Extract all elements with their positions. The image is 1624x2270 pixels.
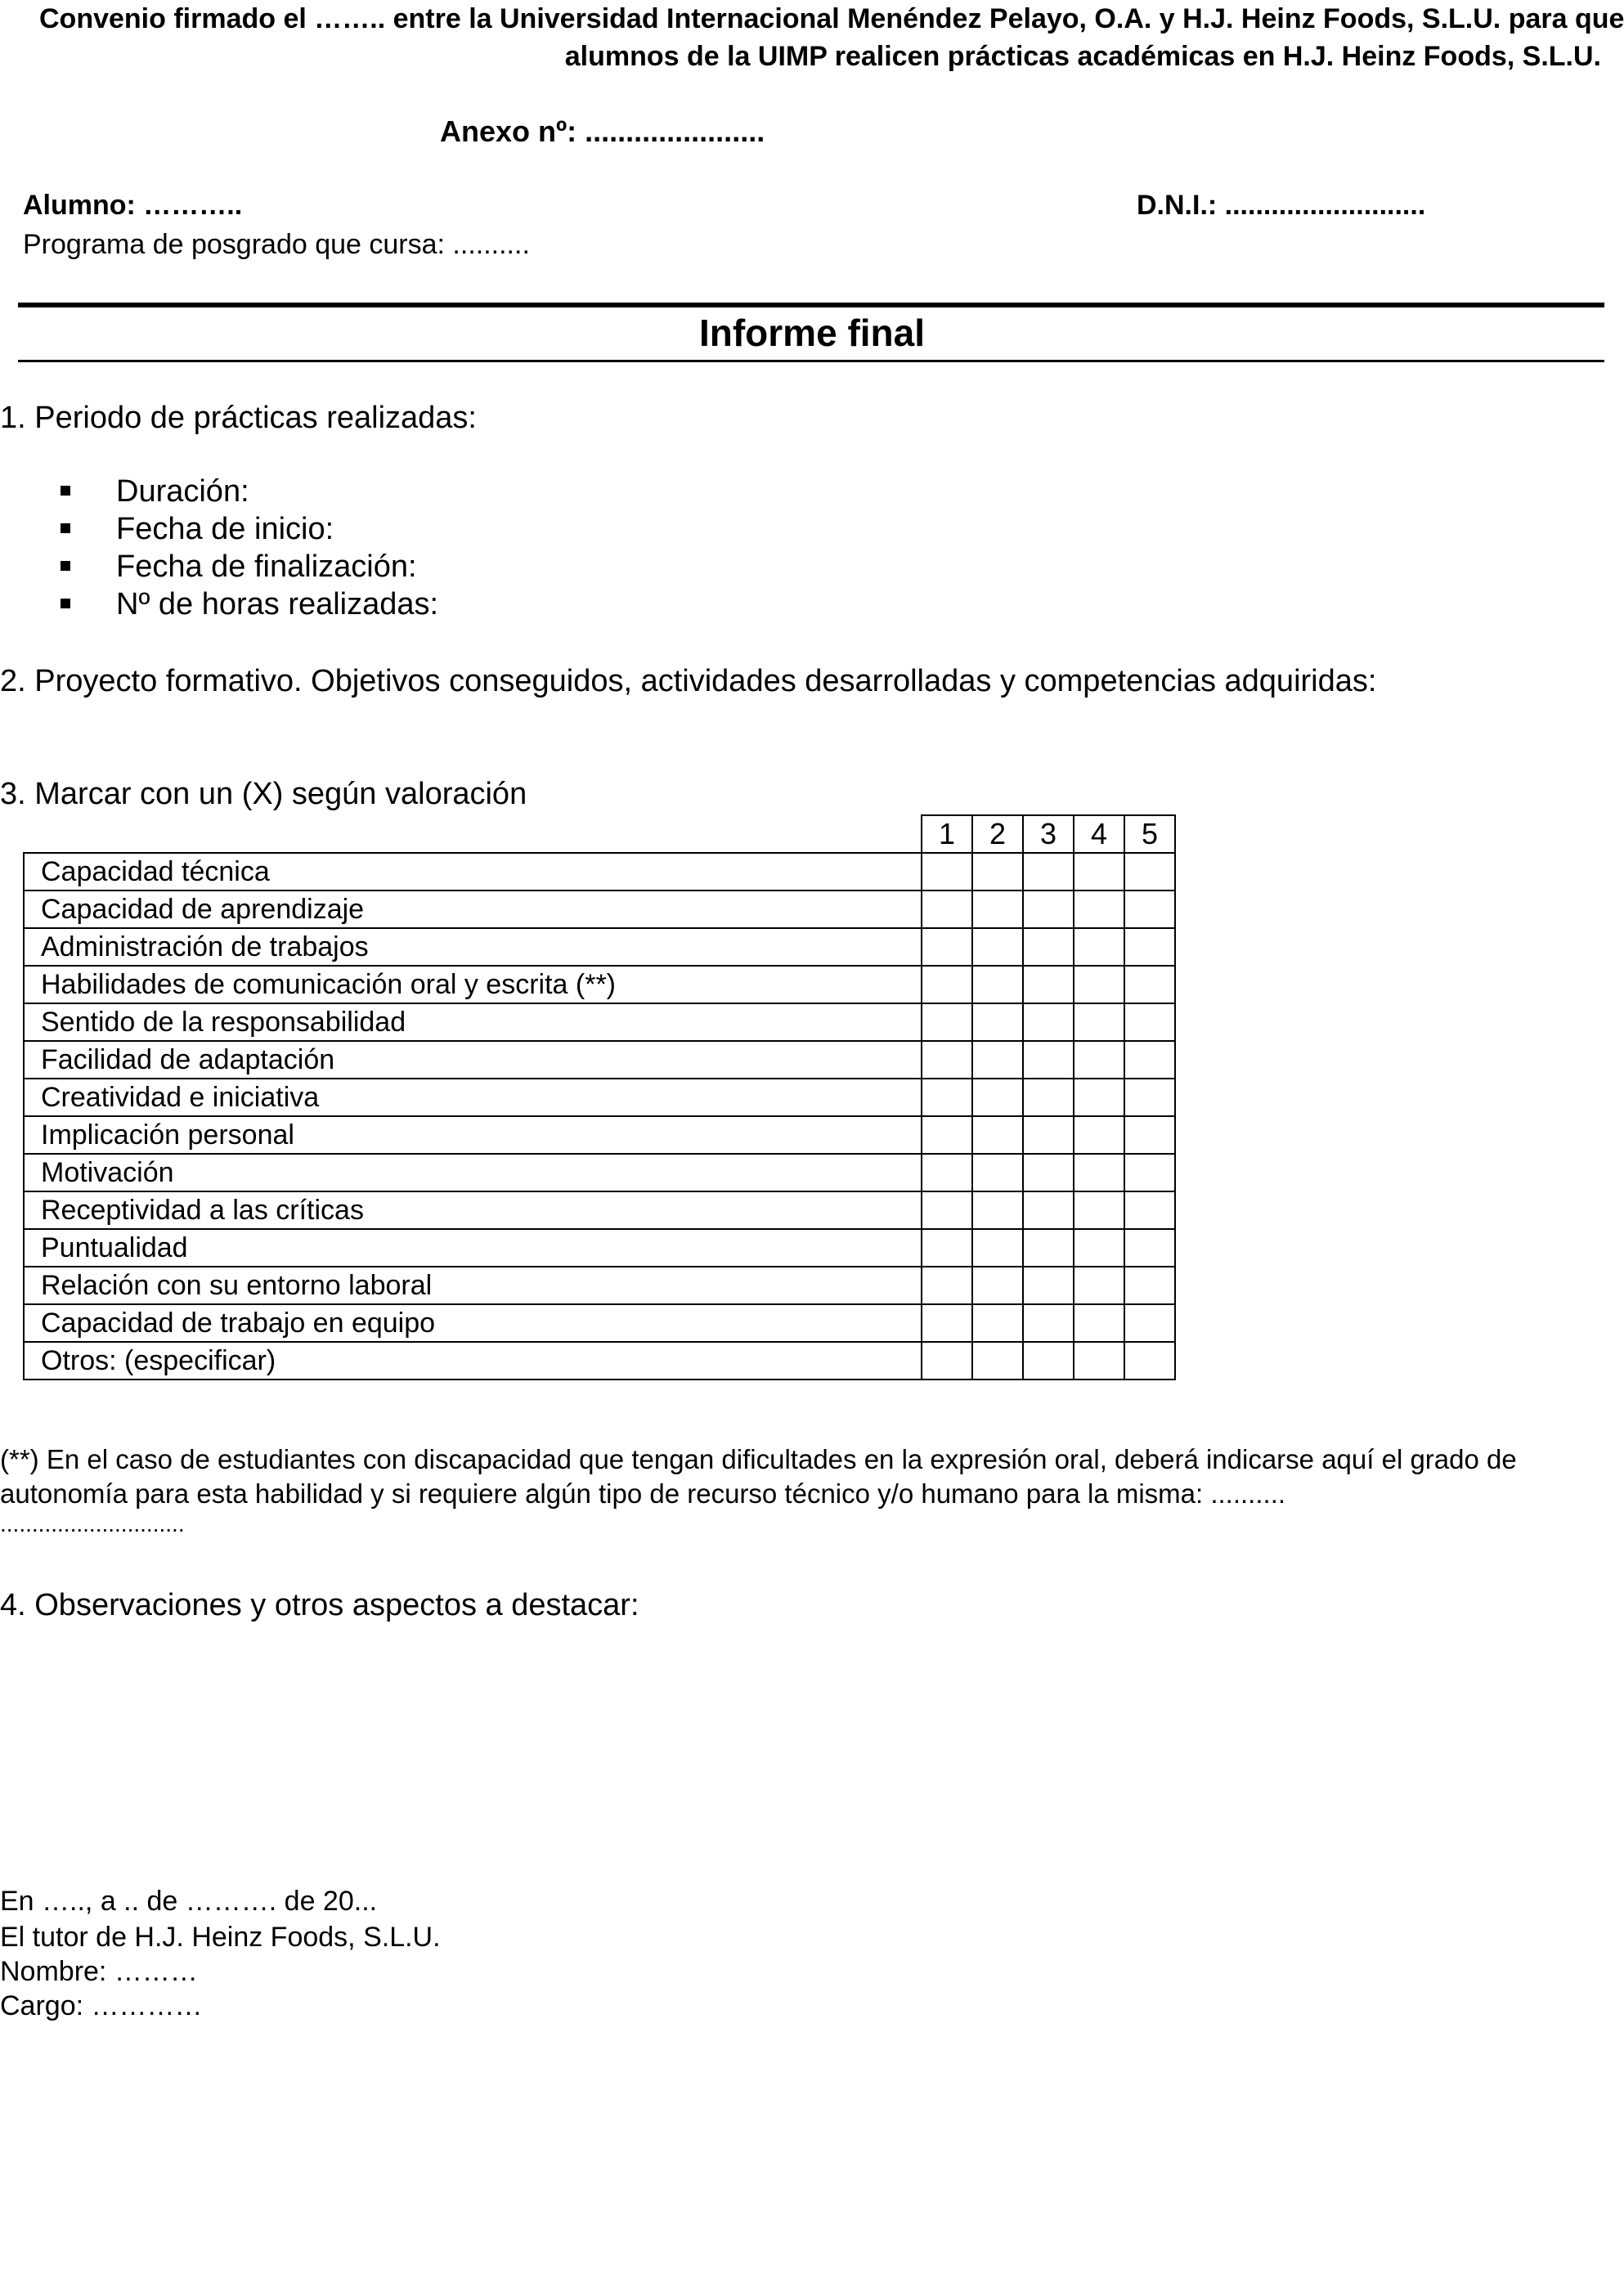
rating-cell[interactable]: [1074, 1003, 1124, 1041]
rating-cell[interactable]: [972, 928, 1023, 966]
rating-cell[interactable]: [1124, 966, 1175, 1003]
criterion-label: Creatividad e iniciativa: [24, 1079, 922, 1116]
rating-cell[interactable]: [1074, 1267, 1124, 1304]
criterion-label: Sentido de la responsabilidad: [24, 1003, 922, 1041]
criterion-label: Administración de trabajos: [24, 928, 922, 966]
rating-cell[interactable]: [1124, 1229, 1175, 1267]
rating-cell[interactable]: [1023, 1041, 1074, 1079]
scale-label: 4: [1074, 815, 1124, 853]
footnote-blank[interactable]: .............................: [0, 1511, 185, 1537]
rating-cell[interactable]: [1023, 1154, 1074, 1191]
rating-cell[interactable]: [972, 1304, 1023, 1342]
rating-cell[interactable]: [972, 1116, 1023, 1154]
section-1-list: [57, 473, 438, 623]
scale-label: 5: [1124, 815, 1175, 853]
rating-cell[interactable]: [1074, 966, 1124, 1003]
page-title: Informe final: [698, 312, 926, 354]
table-row: [24, 1304, 1175, 1342]
list-item[interactable]: Fecha de inicio:: [57, 510, 438, 548]
table-row: [24, 1267, 1175, 1304]
rating-cell[interactable]: [1124, 1154, 1175, 1191]
signature-tutor: El tutor de H.J. Heinz Foods, S.L.U.: [0, 1922, 441, 1953]
title-rule-bottom: [18, 360, 1604, 362]
table-row: [24, 853, 1175, 891]
rating-cell[interactable]: [1023, 891, 1074, 928]
table-row: [24, 891, 1175, 928]
rating-cell[interactable]: [1124, 1342, 1175, 1379]
rating-cell[interactable]: [922, 928, 972, 966]
criterion-label: Habilidades de comunicación oral y escrita (**): [24, 966, 922, 1003]
rating-cell[interactable]: [1124, 1079, 1175, 1116]
rating-cell[interactable]: [922, 1116, 972, 1154]
rating-cell[interactable]: [972, 1267, 1023, 1304]
criterion-label: Motivación: [24, 1154, 922, 1191]
list-item[interactable]: Nº de horas realizadas:: [57, 585, 438, 623]
rating-cell[interactable]: [1023, 1229, 1074, 1267]
rating-cell[interactable]: [1023, 1079, 1074, 1116]
table-row: [24, 1154, 1175, 1191]
rating-cell[interactable]: [1124, 1304, 1175, 1342]
section-1-heading: 1. Periodo de prácticas realizadas:: [0, 401, 477, 435]
rating-cell[interactable]: [1074, 853, 1124, 891]
rating-cell[interactable]: [922, 1041, 972, 1079]
rating-cell[interactable]: [972, 1079, 1023, 1116]
criterion-label: Capacidad de trabajo en equipo: [24, 1304, 922, 1342]
rating-cell[interactable]: [1124, 1003, 1175, 1041]
rating-cell[interactable]: [1023, 1116, 1074, 1154]
rating-scale-header: [24, 815, 1175, 853]
table-row: [24, 1191, 1175, 1229]
rating-cell[interactable]: [1023, 928, 1074, 966]
rating-cell[interactable]: [972, 891, 1023, 928]
list-item[interactable]: Fecha de finalización:: [57, 548, 438, 585]
rating-cell[interactable]: [1124, 1041, 1175, 1079]
rating-cell[interactable]: [922, 853, 972, 891]
rating-cell[interactable]: [1023, 1003, 1074, 1041]
rating-cell[interactable]: [1023, 966, 1074, 1003]
scale-label: 1: [922, 815, 972, 853]
section-3-heading: 3. Marcar con un (X) según valoración: [0, 777, 527, 811]
rating-cell[interactable]: [922, 891, 972, 928]
rating-cell[interactable]: [922, 1191, 972, 1229]
scale-label: 3: [1023, 815, 1074, 853]
table-row: [24, 1041, 1175, 1079]
rating-cell[interactable]: [1074, 1191, 1124, 1229]
rating-cell[interactable]: [1124, 928, 1175, 966]
rating-cell[interactable]: [1023, 1267, 1074, 1304]
rating-cell[interactable]: [922, 1304, 972, 1342]
list-item[interactable]: Duración:: [57, 473, 438, 510]
table-row: [24, 1116, 1175, 1154]
alumno-field[interactable]: Alumno: ………..: [23, 190, 243, 221]
rating-cell[interactable]: [972, 853, 1023, 891]
rating-cell[interactable]: [972, 1342, 1023, 1379]
rating-cell[interactable]: [972, 1041, 1023, 1079]
rating-cell[interactable]: [972, 1003, 1023, 1041]
bullet-square-icon: [61, 486, 70, 496]
rating-cell[interactable]: [922, 966, 972, 1003]
rating-table: [23, 814, 1176, 1380]
bullet-square-icon: [61, 561, 70, 571]
rating-cell[interactable]: [1074, 891, 1124, 928]
header-line-1: Convenio firmado el …….. entre la Universidad Internacional Menéndez Pelayo, O.A. y H.J. Heinz Foods, S.L.U. para que: [39, 3, 1624, 34]
rating-cell[interactable]: [1124, 891, 1175, 928]
rating-cell[interactable]: [1023, 1304, 1074, 1342]
criterion-label: Capacidad técnica: [24, 853, 922, 891]
dni-field[interactable]: D.N.I.: ..........................: [1137, 190, 1426, 221]
scale-label: 2: [972, 815, 1023, 853]
bullet-square-icon: [61, 523, 70, 533]
rating-cell[interactable]: [1074, 1079, 1124, 1116]
rating-cell[interactable]: [1124, 1267, 1175, 1304]
rating-cell[interactable]: [1023, 853, 1074, 891]
rating-cell[interactable]: [1124, 1191, 1175, 1229]
signature-nombre[interactable]: Nombre: ………: [0, 1956, 198, 1987]
programa-field[interactable]: Programa de posgrado que cursa: ..........: [23, 229, 530, 260]
rating-cell[interactable]: [1074, 928, 1124, 966]
table-row: [24, 1079, 1175, 1116]
rating-cell[interactable]: [1074, 1041, 1124, 1079]
rating-cell[interactable]: [1124, 1116, 1175, 1154]
rating-cell[interactable]: [922, 1154, 972, 1191]
rating-cell[interactable]: [1074, 1304, 1124, 1342]
section-2-heading: 2. Proyecto formativo. Objetivos conseguidos, actividades desarrolladas y competencias adquiridas:: [0, 664, 1377, 698]
section-4-heading: 4. Observaciones y otros aspectos a destacar:: [0, 1588, 639, 1622]
criterion-label: Implicación personal: [24, 1116, 922, 1154]
criterion-label: Receptividad a las críticas: [24, 1191, 922, 1229]
title-rule-top: [18, 303, 1604, 307]
table-row: [24, 966, 1175, 1003]
table-row: [24, 928, 1175, 966]
signature-place-date[interactable]: En ….., a .. de ………. de 20...: [0, 1886, 378, 1917]
footnote: (**) En el caso de estudiantes con discapacidad que tengan dificultades en la expresión oral, deberá indicarse aquí el grado de autonomía para esta habilidad y si requiere algún tipo de recurso técnico y/o humano para la misma: ..........: [0, 1444, 1517, 1509]
criterion-label: Facilidad de adaptación: [24, 1041, 922, 1079]
criterion-label: Relación con su entorno laboral: [24, 1267, 922, 1304]
rating-cell[interactable]: [1124, 853, 1175, 891]
table-row: [24, 1342, 1175, 1379]
anexo-field[interactable]: Anexo nº: ......................: [440, 114, 765, 148]
rating-cell[interactable]: [972, 966, 1023, 1003]
rating-cell[interactable]: [1074, 1229, 1124, 1267]
rating-cell[interactable]: [922, 1267, 972, 1304]
table-row: [24, 1229, 1175, 1267]
rating-cell[interactable]: [1023, 1342, 1074, 1379]
table-row: [24, 1003, 1175, 1041]
header-line-2: alumnos de la UIMP realicen prácticas académicas en H.J. Heinz Foods, S.L.U.: [564, 41, 1601, 72]
criterion-label: Puntualidad: [24, 1229, 922, 1267]
rating-cell[interactable]: [972, 1191, 1023, 1229]
rating-cell[interactable]: [922, 1342, 972, 1379]
rating-cell[interactable]: [922, 1079, 972, 1116]
rating-cell[interactable]: [1074, 1116, 1124, 1154]
signature-cargo[interactable]: Cargo: …………: [0, 1990, 203, 2021]
rating-cell[interactable]: [1074, 1342, 1124, 1379]
rating-cell[interactable]: [972, 1154, 1023, 1191]
criterion-label: Otros: (especificar): [24, 1342, 922, 1379]
rating-cell[interactable]: [1074, 1154, 1124, 1191]
rating-cell[interactable]: [922, 1003, 972, 1041]
rating-cell[interactable]: [1023, 1191, 1074, 1229]
criterion-label: Capacidad de aprendizaje: [24, 891, 922, 928]
rating-cell[interactable]: [922, 1229, 972, 1267]
bullet-square-icon: [61, 599, 70, 608]
rating-cell[interactable]: [972, 1229, 1023, 1267]
